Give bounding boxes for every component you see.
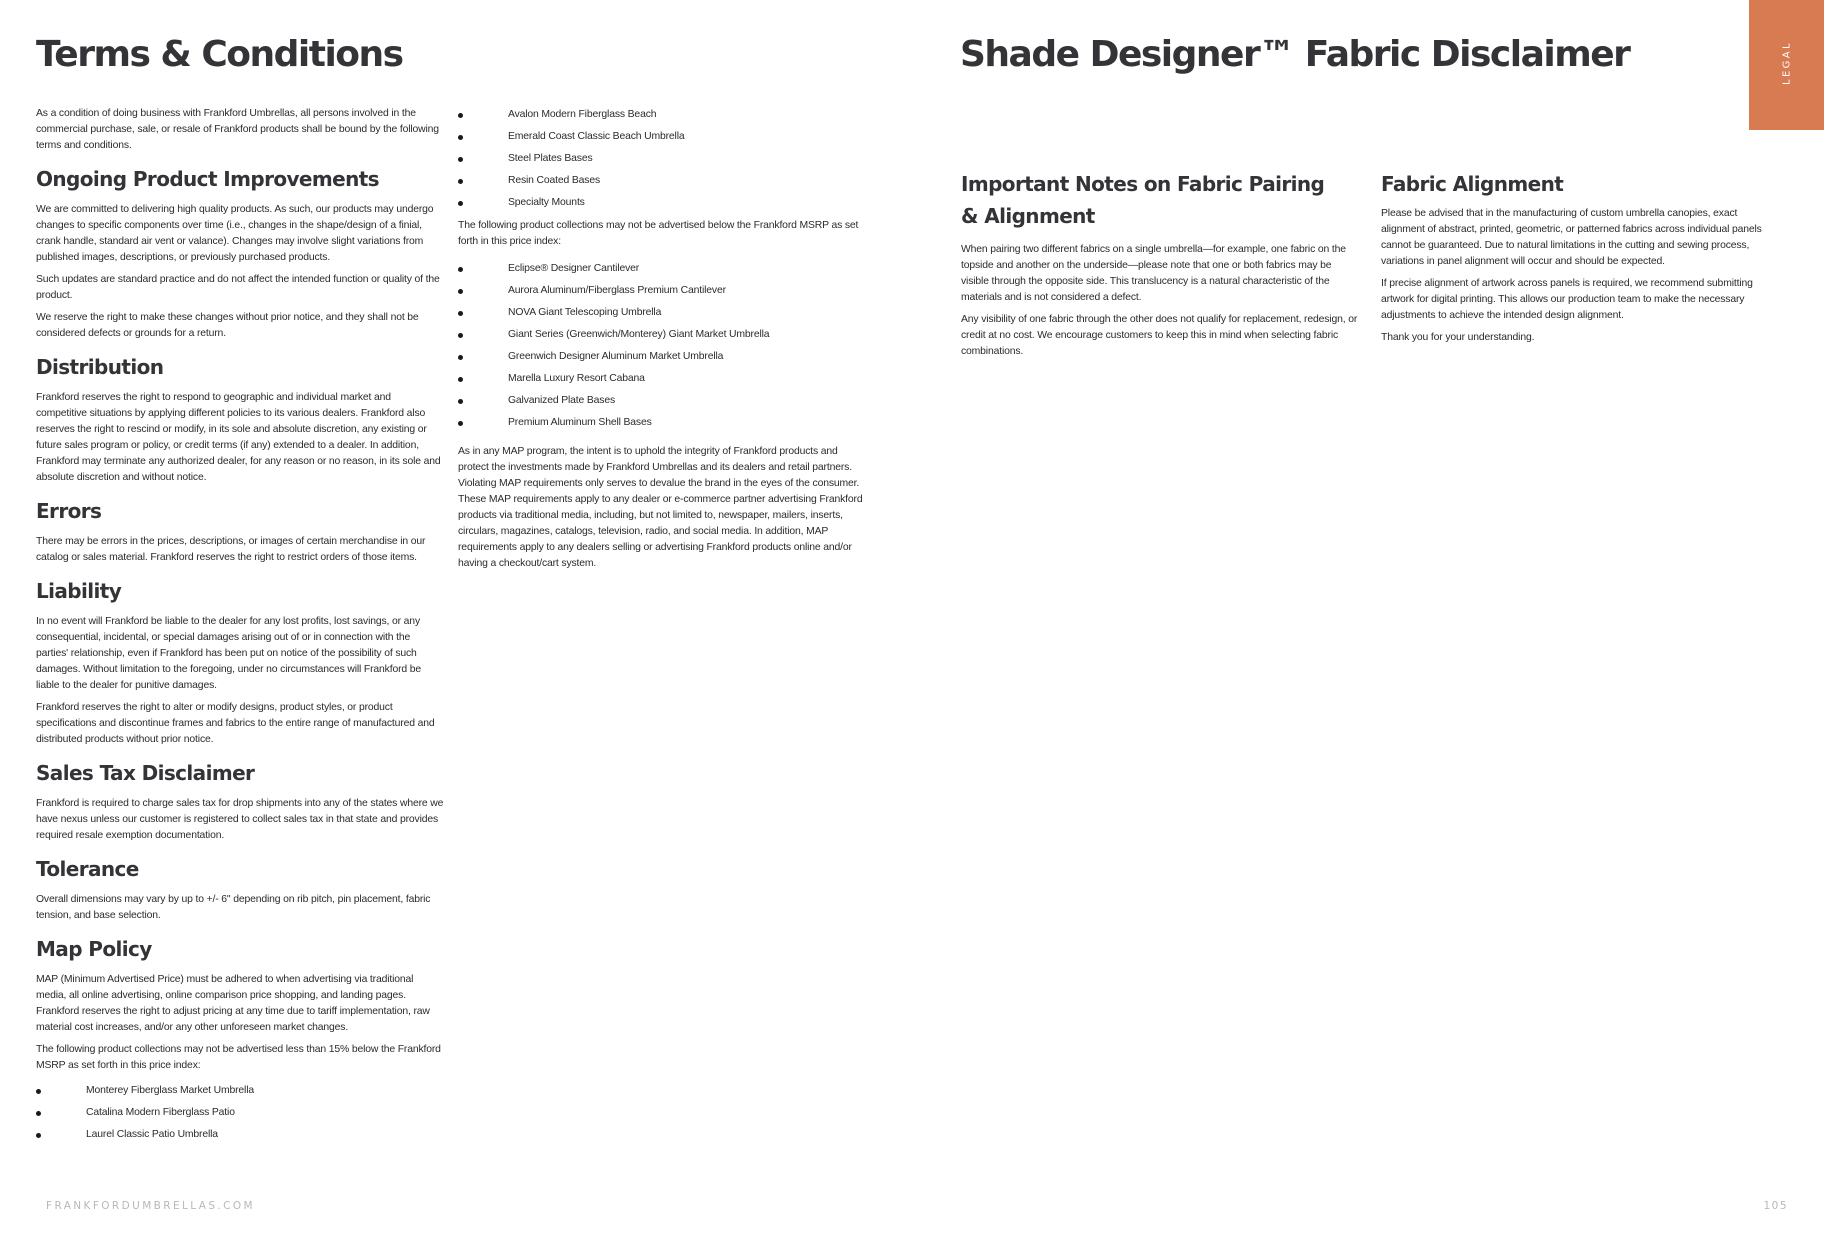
terms-column-2: [458, 104, 868, 572]
fabric-pairing-column: [961, 168, 1361, 360]
paragraph: Thank you for your understanding.: [1381, 332, 1535, 343]
bullet-icon: [458, 157, 463, 162]
section-heading-improvements: Ongoing Product Improvements: [36, 167, 379, 191]
section-heading-tolerance: Tolerance: [36, 857, 139, 881]
section-heading-fabric-pairing: Important Notes on Fabric Pairing & Alignment: [961, 172, 1325, 228]
paragraph: Overall dimensions may vary by up to +/- 6" depending on rib pitch, pin placement, fabric tension, and base selection.: [36, 894, 431, 921]
paragraph: In no event will Frankford be liable to the dealer for any lost profits, lost savings, or any consequential, incidental, or special damages arising out of or in connection with the parties' relationship, even if Frankford has been put on notice of the possibility of such damages. Without limitation to the foregoing, under no circumstances will Frankford be liable to the dealer for punitive damages.: [36, 616, 422, 691]
list-item: Resin Coated Bases: [458, 170, 868, 192]
footer-website: FRANKFORDUMBRELLAS.COM: [46, 1200, 255, 1212]
list-item: Avalon Modern Fiberglass Beach: [458, 104, 868, 126]
page-title-fabric-disclaimer: Shade Designer™ Fabric Disclaimer: [960, 34, 1630, 75]
list-item: Specialty Mounts: [458, 192, 868, 214]
section-heading-errors: Errors: [36, 499, 102, 523]
section-heading-distribution: Distribution: [36, 355, 164, 379]
paragraph: Frankford reserves the right to respond to geographic and individual market and competitive situations by applying different policies to its various dealers. Frankford also reserves the right to rescind or modify, in its sole and absolute discretion, any existing or future sales program or policy, or credit terms (if any) extended to a dealer. In addition, Frankford may terminate any authorized dealer, for any reason or no reason, in its sole and absolute discretion and without notice.: [36, 392, 441, 483]
paragraph: We reserve the right to make these changes without prior notice, and they shall not be considered defects or grounds for a return.: [36, 312, 419, 339]
bullet-icon: [458, 201, 463, 206]
list-item: Catalina Modern Fiberglass Patio: [36, 1102, 444, 1124]
list-item: Eclipse® Designer Cantilever: [458, 258, 868, 280]
section-heading-fabric-alignment: Fabric Alignment: [1381, 172, 1564, 196]
bullet-icon: [458, 289, 463, 294]
bullet-icon: [458, 377, 463, 382]
list-item: Greenwich Designer Aluminum Market Umbrella: [458, 346, 868, 368]
list-b-intro: The following product collections may not be advertised below the Frankford MSRP as set forth in this price index:: [458, 220, 859, 247]
list-item: Giant Series (Greenwich/Monterey) Giant Market Umbrella: [458, 324, 868, 346]
paragraph: When pairing two different fabrics on a single umbrella—for example, one fabric on the topside and another on the underside—please note that one or both fabrics may be visible through the opposite side. This translucency is a natural characteristic of the materials and is not considered a defect.: [961, 244, 1346, 303]
page-title-terms: Terms & Conditions: [36, 34, 403, 75]
map-list-a: [36, 1080, 444, 1146]
bullet-icon: [458, 135, 463, 140]
bullet-icon: [36, 1133, 41, 1138]
terms-intro: As a condition of doing business with Frankford Umbrellas, all persons involved in the commercial purchase, sale, or resale of Frankford products shall be bound by the following terms and conditions.: [36, 108, 439, 151]
bullet-icon: [458, 311, 463, 316]
paragraph: Such updates are standard practice and do not affect the intended function or quality of the product.: [36, 274, 440, 301]
paragraph: Frankford is required to charge sales tax for drop shipments into any of the states where we have nexus unless our customer is registered to collect sales tax in that state and provides required resale exemption documentation.: [36, 798, 444, 841]
paragraph: If precise alignment of artwork across panels is required, we recommend submitting artwork for digital printing. This allows our production team to make the necessary adjustments to achieve the intended design alignment.: [1381, 278, 1753, 321]
page-number: 105: [1763, 1200, 1788, 1212]
bullet-icon: [458, 421, 463, 426]
legal-tab-label: LEGAL: [1781, 40, 1792, 86]
list-item: Laurel Classic Patio Umbrella: [36, 1124, 444, 1146]
paragraph: Any visibility of one fabric through the other does not qualify for replacement, redesign, or credit at no cost. We encourage customers to keep this in mind when selecting fabric combinations.: [961, 314, 1358, 357]
paragraph: MAP (Minimum Advertised Price) must be adhered to when advertising via traditional media, all online advertising, online comparison price shopping, and landing pages. Frankford reserves the right to adjust pricing at any time due to tariff implementation, raw material cost increases, and/or any other unforeseen market changes.: [36, 974, 430, 1033]
list-item: Monterey Fiberglass Market Umbrella: [36, 1080, 444, 1102]
section-heading-sales-tax: Sales Tax Disclaimer: [36, 761, 255, 785]
map-list-b: [458, 258, 868, 434]
paragraph: Frankford reserves the right to alter or modify designs, product styles, or product specifications and discontinue frames and fabrics to the entire range of manufactured and distributed products without prior notice.: [36, 702, 435, 745]
terms-column-1: [36, 106, 444, 1146]
fabric-alignment-column: [1381, 168, 1773, 346]
paragraph: We are committed to delivering high quality products. As such, our products may undergo changes to specific components over time (i.e., changes in the shape/design of a finial, crank handle, standard air vent or valance). Changes may involve slight variations from published images, descriptions, or previously purchased products.: [36, 204, 434, 263]
bullet-icon: [458, 179, 463, 184]
paragraph: Please be advised that in the manufacturing of custom umbrella canopies, exact alignment of abstract, printed, geometric, or patterned fabrics across individual panels cannot be guaranteed. Due to natural limitations in the cutting and sewing process, variations in panel alignment will occur and should be expected.: [1381, 208, 1762, 267]
list-item: Galvanized Plate Bases: [458, 390, 868, 412]
bullet-icon: [458, 113, 463, 118]
list-item: Marella Luxury Resort Cabana: [458, 368, 868, 390]
list-item: Steel Plates Bases: [458, 148, 868, 170]
paragraph: There may be errors in the prices, descriptions, or images of certain merchandise in our catalog or sales material. Frankford reserves the right to restrict orders of those items.: [36, 536, 426, 563]
list-item: Aurora Aluminum/Fiberglass Premium Cantilever: [458, 280, 868, 302]
bullet-icon: [458, 399, 463, 404]
section-heading-liability: Liability: [36, 579, 122, 603]
map-list-a-continued: [458, 104, 868, 214]
legal-section-tab: [1749, 0, 1824, 130]
bullet-icon: [36, 1089, 41, 1094]
list-item: Emerald Coast Classic Beach Umbrella: [458, 126, 868, 148]
bullet-icon: [458, 267, 463, 272]
paragraph: The following product collections may not be advertised less than 15% below the Frankford MSRP as set forth in this price index:: [36, 1044, 441, 1071]
list-item: Premium Aluminum Shell Bases: [458, 412, 868, 434]
bullet-icon: [458, 333, 463, 338]
bullet-icon: [36, 1111, 41, 1116]
map-closing-paragraph: As in any MAP program, the intent is to uphold the integrity of Frankford products and protect the investments made by Frankford Umbrellas and its dealers and retail partners. Violating MAP requirements only serves to devalue the brand in the eyes of the consumer. These MAP requirements apply to any dealer or e-commerce partner advertising Frankford products via traditional media, including, but not limited to, newspaper, mailers, inserts, circulars, magazines, catalogs, television, radio, and social media. In addition, MAP requirements apply to any dealers selling or advertising Frankford products online and/or having a checkout/cart system.: [458, 446, 863, 569]
list-item: NOVA Giant Telescoping Umbrella: [458, 302, 868, 324]
bullet-icon: [458, 355, 463, 360]
section-heading-map-policy: Map Policy: [36, 937, 152, 961]
